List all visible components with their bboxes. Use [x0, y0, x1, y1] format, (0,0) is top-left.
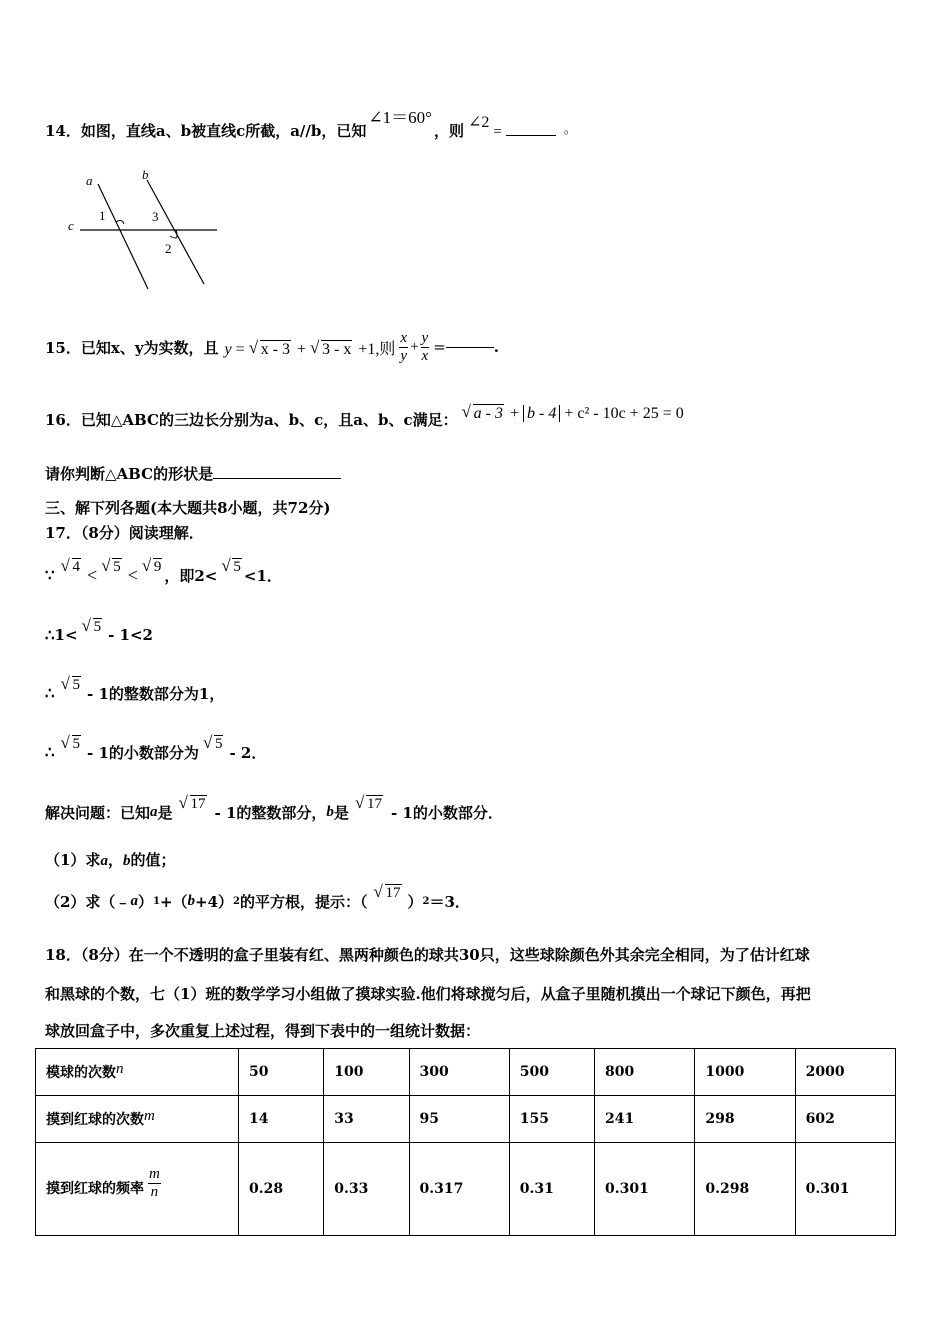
table-cell: 14	[239, 1096, 324, 1143]
q17-sub2: （2）求（﹣ a ） 1 +（ b +4） 2 的平方根，提示：（ √ 17 ） 2 ＝3．	[45, 886, 470, 916]
q18-line3: 球放回盒子中，多次重复上述过程，得到下表中的一组统计数据：	[45, 1022, 481, 1040]
q18-line1: 18．（8分）在一个不透明的盒子里装有红、黑两种颜色的球共30只，这些球除颜色外其余完全相同，为了估计红球	[45, 946, 810, 964]
q17-sub1: （1）求a，b的值；	[45, 851, 176, 869]
line-b	[147, 180, 204, 284]
q14-given-angle: ∠1＝60°	[368, 108, 432, 127]
table-cell: 100	[324, 1049, 409, 1096]
q15-answer-blank	[446, 347, 494, 348]
q18-line2: 和黑球的个数，七（1）班的数学学习小组做了摸球实验.他们将球搅匀后，从盒子里随机摸出一个球记下颜色，再把	[45, 985, 811, 1003]
q15-frac-x-over-y: $\frac{x}{y}$	[400, 330, 408, 364]
table-cell: 33	[324, 1096, 409, 1143]
table-cell: 800	[595, 1049, 695, 1096]
q15-radical-2: √ 3 - x	[310, 340, 352, 359]
q17-line1: ∵ √ 4 < √ 5 < √ 9 ，即2< √ 5 <1．	[45, 560, 282, 590]
table-cell: 241	[595, 1096, 695, 1143]
q18-stats-table	[35, 1048, 896, 1236]
q17-title: 17．（8分）阅读理解．	[45, 524, 204, 542]
table-cell: 298	[695, 1096, 795, 1143]
table-cell: 1000	[695, 1049, 795, 1096]
line-a	[98, 184, 148, 289]
q16-line2: 请你判断△ABC的形状是	[45, 463, 341, 484]
table-cell: 0.33	[324, 1143, 409, 1236]
q15-radical-1: √ x - 3	[249, 340, 291, 359]
q17-problem: 解决问题：已知 a 是 √ 17 - 1的整数部分， b 是 √ 17 - 1的小数部分．	[45, 797, 503, 827]
table-cell: 0.28	[239, 1143, 324, 1236]
label-1: 1	[99, 208, 106, 223]
row-label-trials: 模球的次数n	[36, 1049, 239, 1096]
table-cell: 0.298	[695, 1143, 795, 1236]
table-cell: 0.301	[795, 1143, 895, 1236]
row-label-red-frequency: 摸到红球的频率 $\frac{m}{n}$	[36, 1143, 239, 1236]
q16-answer-blank	[213, 478, 341, 479]
q16-text: 16．已知△ABC的三边长分别为a、b、c，且a、b、c满足： √ a - 3 + b - 4 + c² - 10c + 25 = 0	[45, 404, 684, 434]
table-cell: 0.31	[509, 1143, 594, 1236]
table-cell: 95	[409, 1096, 509, 1143]
table-cell: 300	[409, 1049, 509, 1096]
q17-line2: ∴1< √ 5 - 1<2	[45, 620, 153, 650]
q15-frac-y-over-x: $\frac{y}{x}$	[421, 330, 429, 364]
table-cell: 50	[239, 1049, 324, 1096]
label-c: c	[68, 218, 74, 233]
q17-line3: ∴ √ 5 - 1的整数部分为1，	[45, 678, 224, 708]
label-3: 3	[152, 209, 159, 224]
q16-equation: √ a - 3 + b - 4 + c² - 10c + 25 = 0	[462, 404, 684, 423]
table-row	[36, 1143, 896, 1236]
table-cell: 500	[509, 1049, 594, 1096]
table-cell: 602	[795, 1096, 895, 1143]
table-cell: 0.301	[595, 1143, 695, 1236]
label-a: a	[86, 173, 93, 188]
q15-text: 15．已知x、y为实数，且 y = √ x - 3 + √ 3 - x +1,则 $\frac{x}{y}$ + $\frac{y}{x}$ = .	[45, 327, 499, 367]
table-cell: 0.317	[409, 1143, 509, 1236]
q14-text: 14．如图，直线a、b被直线c所截，a//b，已知∠1＝60°，则 ∠2= 。	[45, 108, 577, 140]
q17-line4: ∴ √ 5 - 1的小数部分为 √ 5 - 2．	[45, 737, 266, 767]
section3-title: 三、解下列各题(本大题共8小题，共72分)	[45, 499, 331, 517]
q14-angle2: ∠2	[467, 114, 490, 131]
label-2: 2	[165, 241, 172, 256]
table-cell: 155	[509, 1096, 594, 1143]
label-b: b	[142, 167, 149, 182]
table-row	[36, 1096, 896, 1143]
row-label-red-count: 摸到红球的次数m	[36, 1096, 239, 1143]
table-row	[36, 1049, 896, 1096]
table-cell: 2000	[795, 1049, 895, 1096]
q14-answer-blank	[506, 135, 556, 136]
q14-figure	[62, 164, 227, 292]
